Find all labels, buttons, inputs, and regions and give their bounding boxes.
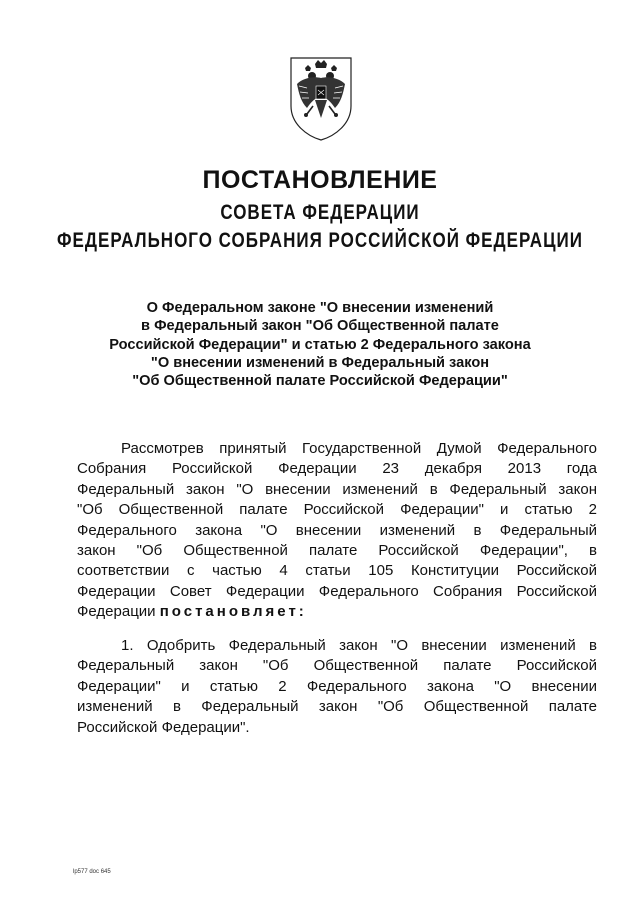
paragraph-line: Федерации Совет Федерации Федерального Собрания Российской (77, 582, 597, 600)
paragraph-line: Федеральный закон "Об Общественной палате Российской (77, 657, 597, 675)
coat-of-arms-emblem (285, 54, 357, 142)
paragraph-line-prefix: Федерации (77, 603, 160, 621)
subject-line: "О внесении изменений в Федеральный закон (150, 354, 490, 371)
subject-line: "Об Общественной палате Российской Федерации" (132, 373, 508, 390)
document-subtitle-assembly: ФЕДЕРАЛЬНОГО СОБРАНИЯ РОССИЙСКОЙ ФЕДЕРАЦИИ (57, 228, 583, 252)
paragraph-line: соответствии с частью 4 статьи 105 Конституции Российской (77, 562, 597, 580)
paragraph-line: Федеральный закон "О внесении изменений в Федеральный закон (77, 480, 597, 498)
document-title: ПОСТАНОВЛЕНИЕ (202, 166, 438, 194)
subject-line: в Федеральный закон "Об Общественной палате (141, 318, 499, 335)
paragraph-approve (77, 636, 597, 738)
resolves-keyword: постановляет: (159, 603, 307, 621)
paragraph-line: 1. Одобрить Федеральный закон "О внесении изменений в (121, 637, 597, 654)
paragraph-line: Федерального закона "О внесении изменений в Федеральный (77, 521, 597, 539)
document-subtitle-council: СОВЕТА ФЕДЕРАЦИИ (220, 200, 420, 224)
paragraph-line: Российской Федерации". (77, 718, 250, 736)
subject-line: Российской Федерации" и статью 2 Федерального закона (109, 336, 531, 353)
paragraph-line: Федерации" и статью 2 Федерального закона "О внесении (77, 677, 597, 695)
subject-line: О Федеральном законе "О внесении изменений (146, 300, 494, 316)
document-code: lp577 doc 645 (73, 869, 111, 875)
paragraph-line: "Об Общественной палате Российской Федерации" и статью 2 (77, 501, 597, 519)
paragraph-line: Рассмотрев принятый Государственной Думой Федерального (121, 440, 597, 457)
resolution-subject (60, 299, 580, 390)
paragraph-considering (77, 439, 597, 623)
paragraph-last-line (77, 602, 597, 622)
paragraph-line: Собрания Российской Федерации 23 декабря 2013 года (77, 460, 597, 478)
paragraph-line: изменений в Федеральный закон "Об Общественной палате (77, 698, 597, 716)
paragraph-line: закон "Об Общественной палате Российской Федерации", в (77, 542, 597, 560)
